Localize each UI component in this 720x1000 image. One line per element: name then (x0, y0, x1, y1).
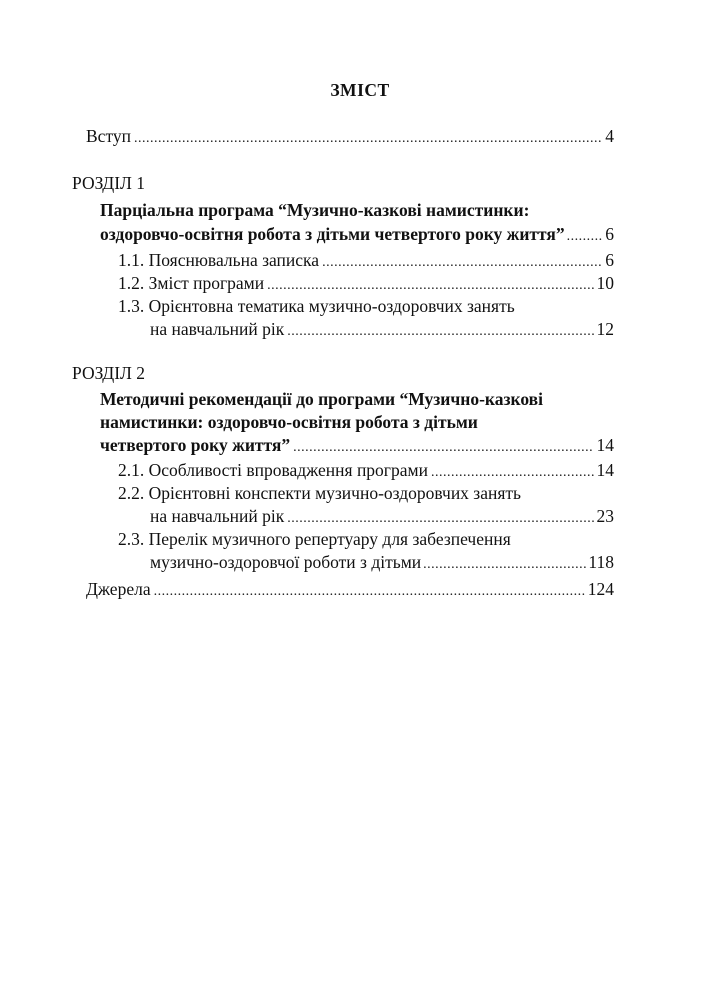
toc-entry-page: 6 (605, 224, 614, 244)
dot-leader (567, 229, 604, 245)
toc-entry-2-3-line1[interactable]: 2.3. Перелік музичного репертуару для забезпечення (118, 529, 511, 549)
dot-leader (431, 465, 594, 481)
toc-entry-label: 2.1. Особливості впровадження програми (118, 460, 428, 480)
section2-title-line1: Методичні рекомендації до програми “Музично-казкові (100, 389, 543, 409)
section2-title-line3: четвертого року життя” (100, 435, 291, 455)
toc-entry-section1[interactable] (100, 224, 614, 245)
dot-leader (293, 440, 593, 456)
dot-leader (134, 131, 602, 147)
dot-leader (423, 557, 586, 573)
section2-title-line2: намистинки: оздоровчо-освітня робота з дітьми (100, 412, 478, 432)
dot-leader (267, 278, 593, 294)
section1-heading: РОЗДІЛ 1 (72, 173, 146, 193)
toc-entry-2-2[interactable] (150, 506, 614, 527)
toc-entry-page: 12 (596, 319, 614, 339)
section2-heading: РОЗДІЛ 2 (72, 363, 146, 383)
toc-entry-sources[interactable] (86, 579, 614, 600)
toc-entry-page: 23 (596, 506, 614, 526)
dot-leader (287, 511, 593, 527)
page-title: ЗМІСТ (330, 80, 390, 100)
toc-entry-1-3-line1[interactable]: 1.3. Орієнтовна тематика музично-оздоровчих занять (118, 296, 515, 316)
toc-entry-2-1[interactable] (118, 460, 614, 481)
toc-entry-page: 6 (605, 250, 614, 270)
dot-leader (322, 255, 602, 271)
toc-entry-label: музично-оздоровчої роботи з дітьми (150, 552, 422, 572)
section1-title-line2: оздоровчо-освітня робота з дітьми четвертого року життя” (100, 224, 565, 244)
toc-entry-label: 1.1. Пояснювальна записка (118, 250, 320, 270)
toc-entry-page: 4 (605, 126, 614, 146)
toc-entry-page: 14 (596, 460, 614, 480)
toc-entry-label: на навчальний рік (150, 506, 285, 526)
toc-entry-1-2[interactable] (118, 273, 614, 294)
toc-entry-label: на навчальний рік (150, 319, 285, 339)
toc-entry-1-1[interactable] (118, 250, 614, 271)
toc-entry-label: Джерела (86, 579, 151, 599)
section1-title-line1: Парціальна програма “Музично-казкові намистинки: (100, 200, 530, 220)
toc-entry-label: 1.2. Зміст програми (118, 273, 265, 293)
toc-entry-2-2-line1[interactable]: 2.2. Орієнтовні конспекти музично-оздоровчих занять (118, 483, 522, 503)
toc-entry-section2[interactable] (100, 435, 614, 456)
toc-entry-2-3[interactable] (150, 552, 614, 573)
toc-entry-intro[interactable] (86, 126, 614, 147)
toc-entry-page: 14 (596, 435, 614, 455)
toc-entry-page: 10 (596, 273, 614, 293)
toc-entry-page: 124 (587, 579, 614, 599)
toc-entry-1-3[interactable] (150, 319, 614, 340)
dot-leader (287, 324, 593, 340)
dot-leader (154, 584, 585, 600)
toc-entry-page: 118 (588, 552, 614, 572)
toc-entry-label: Вступ (86, 126, 131, 146)
